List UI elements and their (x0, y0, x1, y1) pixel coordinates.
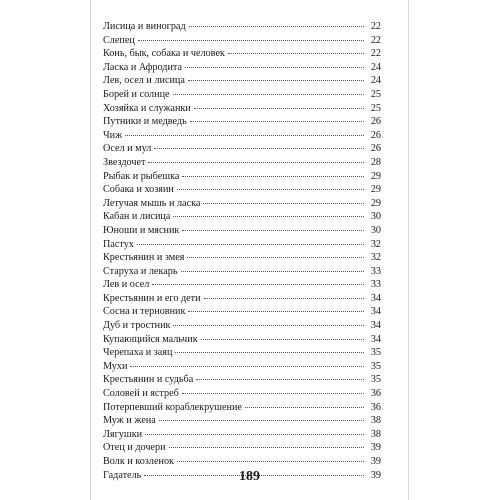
dot-leader (130, 366, 364, 367)
dot-leader (173, 94, 364, 95)
dot-leader (145, 434, 364, 435)
toc-entry-title: Сосна и терновник (103, 306, 186, 318)
toc-entry-title: Потерпевший кораблекрушение (103, 401, 242, 413)
toc-entry (103, 265, 381, 279)
dot-leader (169, 447, 364, 448)
toc-entry-page: 28 (370, 156, 381, 168)
toc-entry (103, 142, 381, 156)
toc-entry-title: Юноши и мясник (103, 224, 180, 236)
toc-entry (103, 373, 381, 387)
dot-leader (152, 284, 364, 285)
toc-entry-title: Ласка и Афродита (103, 61, 183, 73)
toc-entry-page: 30 (370, 211, 381, 223)
toc-entry-page: 36 (370, 388, 381, 400)
toc-entry-page: 32 (370, 238, 381, 250)
dot-leader (177, 461, 364, 462)
toc-entry-page: 25 (370, 88, 381, 100)
dot-leader (196, 379, 364, 380)
toc-entry-page: 32 (370, 252, 381, 264)
toc-entry-title: Черепаха и заяц (103, 347, 173, 359)
toc-entry-title: Крестьянин и змея (103, 252, 185, 264)
toc-entry-title: Чиж (103, 129, 123, 141)
dot-leader (182, 393, 364, 394)
toc-entry (103, 278, 381, 292)
toc-entry (103, 47, 381, 61)
toc-entry (103, 20, 381, 34)
toc-entry-page: 39 (370, 469, 381, 481)
toc-entry-title: Лев и осел (103, 279, 150, 291)
dot-leader (190, 121, 364, 122)
toc-entry-title: Путники и медведь (103, 116, 187, 128)
toc-entry (103, 224, 381, 238)
dot-leader (228, 53, 364, 54)
toc-entry-title: Дуб и тростник (103, 320, 171, 332)
toc-entry (103, 292, 381, 306)
toc-entry-page: 33 (370, 265, 381, 277)
toc-entry (103, 74, 381, 88)
toc-entry-title: Кабан и лисица (103, 211, 171, 223)
dot-leader (188, 80, 364, 81)
toc-entry-title: Мухи (103, 360, 128, 372)
toc-entry (103, 346, 381, 360)
dot-leader (245, 407, 364, 408)
toc-entry (103, 333, 381, 347)
toc-entry-title: Лягушки (103, 428, 143, 440)
toc-entry-page: 34 (370, 333, 381, 345)
toc-entry-page: 30 (370, 224, 381, 236)
toc-entry-page: 33 (370, 279, 381, 291)
toc-entry-page: 22 (370, 48, 381, 60)
dot-leader (148, 162, 364, 163)
toc-entry (103, 238, 381, 252)
toc-entry-title: Собака и хозяин (103, 184, 174, 196)
toc-entry (103, 428, 381, 442)
toc-entry (103, 305, 381, 319)
toc-entry (103, 441, 381, 455)
toc-entry-title: Отец и дочери (103, 442, 166, 454)
dot-leader (182, 230, 364, 231)
dot-leader (185, 67, 364, 68)
toc-entry-title: Звездочет (103, 156, 146, 168)
toc-entry-title: Конь, бык, собака и человек (103, 48, 225, 60)
dot-leader (188, 311, 364, 312)
toc-entry-page: 38 (370, 428, 381, 440)
toc-entry-page: 39 (370, 456, 381, 467)
toc-entry-title: Соловей и ястреб (103, 388, 179, 400)
dot-leader (177, 189, 364, 190)
toc-entry-title: Слепец (103, 34, 135, 46)
toc-entry-page: 26 (370, 143, 381, 155)
dot-leader (138, 40, 364, 41)
toc-entry-title: Купающийся мальчик (103, 333, 198, 345)
toc-entry-title: Крестьянин и судьба (103, 374, 194, 386)
dot-leader (201, 339, 364, 340)
toc-entry-page: 39 (370, 442, 381, 454)
dot-leader (203, 203, 364, 204)
toc-entry-page: 35 (370, 360, 381, 372)
table-of-contents (103, 20, 381, 482)
toc-entry (103, 156, 381, 170)
toc-entry-page: 36 (370, 401, 381, 413)
page-number: 189 (239, 469, 260, 484)
dot-leader (154, 148, 364, 149)
toc-entry (103, 387, 381, 401)
toc-entry-page: 34 (370, 320, 381, 332)
dot-leader (204, 298, 364, 299)
dot-leader (194, 108, 364, 109)
toc-entry-page: 22 (370, 34, 381, 46)
toc-entry-title: Рыбак и рыбешка (103, 170, 180, 182)
toc-entry-page: 24 (370, 75, 381, 87)
toc-entry (103, 360, 381, 374)
dot-leader (187, 257, 364, 258)
toc-entry-title: Старуха и лекарь (103, 265, 178, 277)
dot-leader (189, 26, 364, 27)
toc-entry-page: 24 (370, 61, 381, 73)
toc-entry (103, 251, 381, 265)
toc-entry (103, 170, 381, 184)
toc-entry-page: 26 (370, 116, 381, 128)
toc-entry (103, 414, 381, 428)
toc-entry-page: 34 (370, 306, 381, 318)
toc-entry (103, 61, 381, 75)
dot-leader (175, 352, 364, 353)
dot-leader (182, 176, 364, 177)
toc-entry-title: Лисица и виноград (103, 21, 186, 32)
toc-entry-page: 34 (370, 292, 381, 304)
toc-entry-page: 29 (370, 170, 381, 182)
toc-entry (103, 455, 381, 469)
toc-entry (103, 102, 381, 116)
toc-entry-title: Лев, осел и лисица (103, 75, 185, 87)
toc-entry (103, 115, 381, 129)
toc-entry-page: 35 (370, 347, 381, 359)
toc-entry (103, 88, 381, 102)
toc-entry (103, 401, 381, 415)
dot-leader (137, 244, 364, 245)
toc-entry-title: Летучая мышь и ласка (103, 197, 201, 209)
dot-leader (159, 420, 364, 421)
book-page (91, 0, 408, 500)
toc-entry-title: Крестьянин и его дети (103, 292, 201, 304)
toc-entry (103, 210, 381, 224)
dot-leader (173, 216, 364, 217)
toc-entry-page: 29 (370, 197, 381, 209)
toc-entry (103, 197, 381, 211)
toc-entry-title: Гадатель (103, 469, 142, 481)
toc-entry-title: Волк и козленок (103, 456, 174, 467)
toc-entry-page: 26 (370, 129, 381, 141)
dot-leader (173, 325, 364, 326)
toc-entry (103, 319, 381, 333)
toc-entry-title: Пастух (103, 238, 134, 250)
toc-entry-page: 35 (370, 374, 381, 386)
toc-entry-page: 25 (370, 102, 381, 114)
toc-entry-page: 38 (370, 415, 381, 427)
toc-entry-title: Хозяйка и служанки (103, 102, 191, 114)
toc-entry-title: Осел и мул (103, 143, 152, 155)
toc-entry-title: Муж и жена (103, 415, 156, 427)
toc-entry (103, 183, 381, 197)
dot-leader (125, 135, 364, 136)
toc-entry (103, 34, 381, 48)
toc-entry-page: 22 (370, 21, 381, 32)
toc-entry (103, 129, 381, 143)
toc-entry-title: Борей и солнце (103, 88, 170, 100)
toc-entry-page: 29 (370, 184, 381, 196)
dot-leader (181, 271, 364, 272)
